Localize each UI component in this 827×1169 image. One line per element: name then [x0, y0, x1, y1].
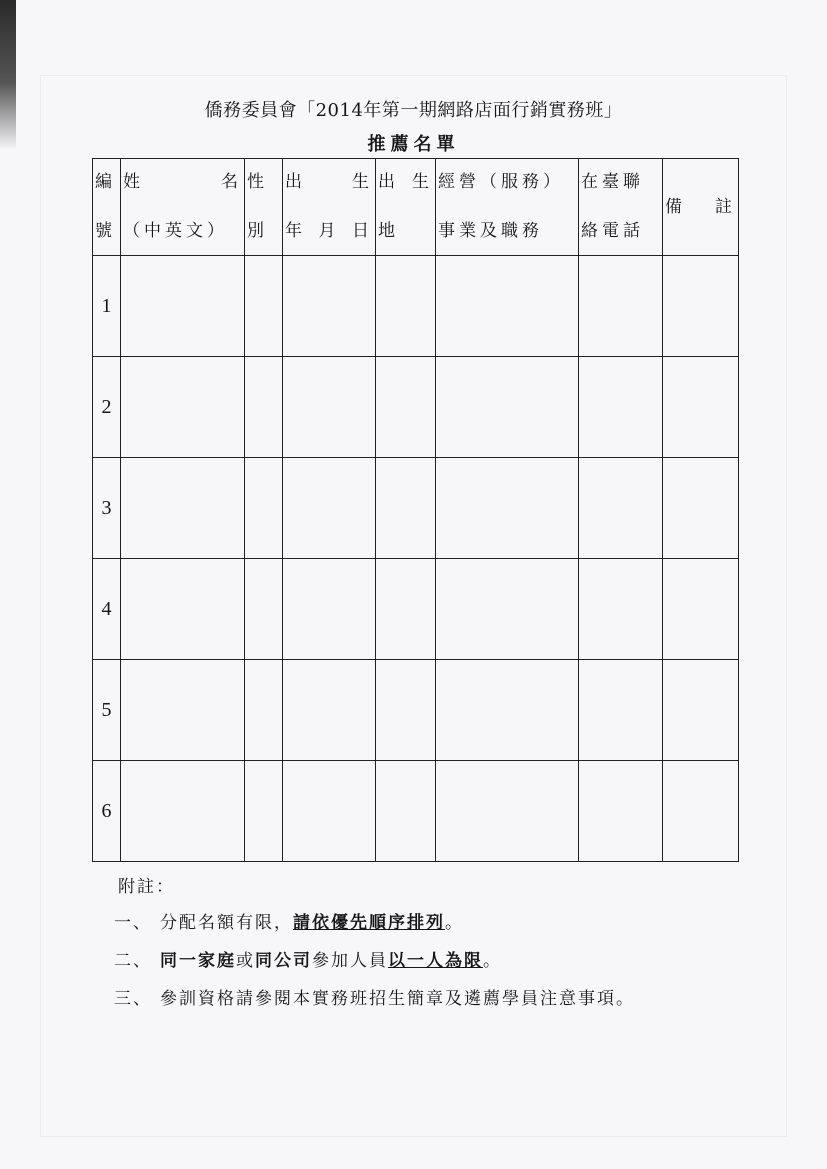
notes-section: [114, 872, 718, 1023]
entry-cell: [376, 660, 436, 761]
header-text: 名: [221, 172, 242, 192]
recommendation-table: [92, 158, 739, 862]
column-header-line: [285, 174, 373, 191]
row-number: 4: [93, 559, 121, 660]
entry-cell: [436, 761, 579, 862]
column-header-line: [95, 223, 118, 240]
entry-cell: [283, 357, 376, 458]
entry-cell: [283, 256, 376, 357]
document-subtitle: 推薦名單: [367, 134, 460, 155]
note-text-part: 同公司: [255, 951, 312, 971]
document-title: 僑務委員會「2014年第一期網路店面行銷實務班」: [204, 100, 623, 121]
column-header-line: [378, 174, 433, 191]
column-header-line: [438, 223, 576, 240]
note-text-part: 或: [236, 951, 255, 971]
column-header-1: [121, 159, 245, 256]
entry-cell: [121, 660, 245, 761]
row-number: 1: [93, 256, 121, 357]
column-header-line: [665, 196, 736, 217]
entry-cell: [579, 761, 663, 862]
header-text: 在臺聯: [581, 172, 644, 192]
header-text: 號: [95, 221, 116, 241]
entry-cell: [283, 660, 376, 761]
note-text-part: 。: [483, 951, 502, 971]
column-header-line: [581, 223, 660, 240]
row-number: 2: [93, 357, 121, 458]
entry-cell: [579, 660, 663, 761]
entry-cell: [436, 357, 579, 458]
header-text: 出: [378, 172, 399, 192]
table-row: [93, 357, 739, 458]
entry-cell: [663, 660, 739, 761]
header-text: 備: [665, 196, 686, 217]
header-text: 性: [247, 172, 268, 192]
column-header-line: [581, 174, 660, 191]
entry-cell: [376, 559, 436, 660]
entry-cell: [663, 458, 739, 559]
column-header-5: [436, 159, 579, 256]
entry-cell: [376, 357, 436, 458]
note-text-part: 參訓資格請參閱本實務班招生簡章及遴薦學員注意事項。: [160, 989, 635, 1009]
column-header-7: [663, 159, 739, 256]
table-body: [93, 256, 739, 862]
note-text-part: 。: [445, 913, 464, 933]
header-text: 出: [285, 172, 306, 192]
header-text: 日: [352, 221, 373, 241]
note-marker: 三、: [114, 989, 152, 1009]
note-item: [114, 909, 718, 937]
entry-cell: [283, 458, 376, 559]
entry-cell: [436, 660, 579, 761]
row-number: 3: [93, 458, 121, 559]
note-item: [114, 985, 718, 1013]
header-text: 別: [247, 221, 268, 241]
header-text: 經營（服務）: [438, 172, 564, 192]
column-header-line: [438, 174, 576, 191]
entry-cell: [245, 458, 283, 559]
column-header-4: [376, 159, 436, 256]
note-text-part: 分配名額有限，: [160, 913, 293, 933]
header-text: （中英文）: [123, 221, 228, 241]
entry-cell: [121, 761, 245, 862]
header-text: 編: [95, 172, 116, 192]
header-text: 生: [352, 172, 373, 192]
column-header-line: [247, 223, 280, 240]
note-item: [114, 947, 718, 975]
entry-cell: [245, 761, 283, 862]
row-number: 5: [93, 660, 121, 761]
note-text-part: 同一家庭: [160, 951, 236, 971]
entry-cell: [579, 458, 663, 559]
entry-cell: [121, 357, 245, 458]
entry-cell: [376, 256, 436, 357]
entry-cell: [121, 256, 245, 357]
column-header-2: [245, 159, 283, 256]
table-row: [93, 559, 739, 660]
column-header-line: [378, 223, 433, 240]
entry-cell: [283, 559, 376, 660]
column-header-3: [283, 159, 376, 256]
header-text: 註: [715, 196, 736, 217]
column-header-6: [579, 159, 663, 256]
column-header-line: [247, 174, 280, 191]
notes-heading: 附註：: [118, 877, 175, 897]
entry-cell: [245, 357, 283, 458]
note-marker: 一、: [114, 913, 152, 933]
header-text: 姓: [123, 172, 144, 192]
header-text: 地: [378, 221, 399, 241]
entry-cell: [245, 559, 283, 660]
entry-cell: [245, 256, 283, 357]
column-header-line: [123, 223, 242, 240]
note-text: [160, 947, 718, 975]
column-header-line: [123, 174, 242, 191]
entry-cell: [245, 660, 283, 761]
note-text-part: 參加人員: [312, 951, 388, 971]
header-text: 月: [318, 221, 340, 241]
notes-list: [114, 909, 718, 1013]
header-text: 事業及職務: [438, 221, 543, 241]
column-header-0: [93, 159, 121, 256]
entry-cell: [376, 458, 436, 559]
column-header-line: [95, 174, 118, 191]
header-text: 絡電話: [581, 221, 644, 241]
entry-cell: [663, 357, 739, 458]
entry-cell: [579, 559, 663, 660]
note-marker: 二、: [114, 951, 152, 971]
table-header-row: [93, 159, 739, 256]
entry-cell: [121, 559, 245, 660]
row-number: 6: [93, 761, 121, 862]
entry-cell: [579, 256, 663, 357]
note-text: [160, 985, 718, 1013]
column-header-line: [285, 223, 373, 240]
table-row: [93, 256, 739, 357]
entry-cell: [663, 559, 739, 660]
entry-cell: [663, 761, 739, 862]
entry-cell: [283, 761, 376, 862]
entry-cell: [436, 458, 579, 559]
table-row: [93, 761, 739, 862]
table-row: [93, 458, 739, 559]
entry-cell: [121, 458, 245, 559]
note-text-part: 以一人為限: [388, 951, 483, 971]
header-text: 年: [285, 221, 306, 241]
header-text: 生: [412, 172, 433, 192]
entry-cell: [579, 357, 663, 458]
note-text-part: 請依優先順序排列: [293, 913, 445, 933]
table-row: [93, 660, 739, 761]
note-text: [160, 909, 718, 937]
entry-cell: [663, 256, 739, 357]
scan-edge-shadow: [0, 0, 16, 150]
entry-cell: [436, 256, 579, 357]
entry-cell: [436, 559, 579, 660]
entry-cell: [376, 761, 436, 862]
